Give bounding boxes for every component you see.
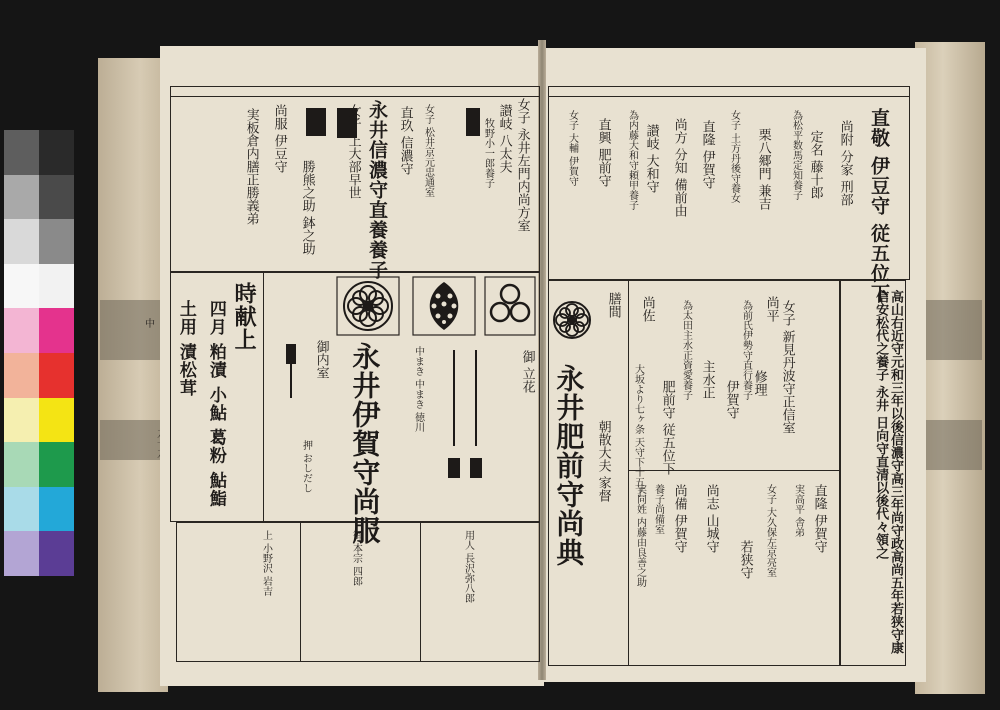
genealogy-text: 実高平 舎弟 (792, 484, 804, 538)
genealogy-text: 勝熊之助 鉢之助 (299, 160, 315, 256)
genealogy-text: 為前氏伊勢守直行養子 (740, 300, 752, 400)
color-swatch (39, 442, 74, 487)
crest-block (306, 108, 326, 136)
color-swatch (4, 219, 39, 264)
genealogy-text: 女子 大久保左京亮室 (764, 484, 776, 578)
retainer-name: 上 小野沢 岩吉 (260, 530, 272, 597)
genealogy-text: 直玖 信濃守 (397, 106, 413, 176)
color-swatch (39, 130, 74, 175)
genealogy-text: 尚方 分知 備前由 (671, 118, 687, 218)
genealogy-text: 尚附 分家 刑部 (837, 120, 853, 207)
color-swatch (4, 175, 39, 220)
genealogy-text: 肥前守 従五位下 (659, 380, 675, 476)
genealogy-heading: 永井信濃守直養養子 (365, 100, 388, 280)
divider (300, 522, 301, 662)
edge-stain (100, 300, 166, 360)
genealogy-text: 為内藤大和守頼甲養子 (626, 110, 638, 210)
distance-note: 大坂より七ヶ条 天守下十五丁 (632, 364, 644, 498)
genealogy-text: 女子 上大部早世 (345, 104, 361, 200)
room-label: 膳間 (605, 292, 621, 318)
genealogy-text: 尚佐 (639, 296, 655, 322)
genealogy-text: 為松平数馬定知養子 (790, 110, 802, 200)
genealogy-text: 栗八郷門 兼吉 (755, 128, 771, 211)
genealogy-text: 讃岐 八太夫 (496, 104, 512, 174)
fief-history-text: 高山右近守元和三年以後信濃守高三年尚守政高尚五年若狭守康信安松代之養子 永井 日向守直清以後代々領之 (873, 290, 903, 654)
three-circle-crest-icon (484, 276, 536, 336)
color-swatch (4, 531, 39, 576)
genealogy-text: 為太田主水正資愛養子 (680, 300, 692, 400)
tribute-title: 時献上 (231, 282, 258, 351)
genealogy-text: 主水正 (699, 360, 715, 399)
flower-crest-icon (550, 290, 594, 350)
genealogy-text: 直興 肥前守 (595, 118, 611, 188)
genealogy-text: 養子尚備室 (652, 484, 664, 534)
flower-crest-icon (336, 276, 400, 336)
color-swatch (39, 353, 74, 398)
divider (263, 272, 264, 522)
leaf-crest-icon (412, 276, 476, 336)
color-swatch (39, 531, 74, 576)
genealogy-text: 実板倉内膳正勝義弟 (243, 108, 259, 225)
color-swatch (4, 264, 39, 309)
color-swatch (39, 219, 74, 264)
tribute-items: 土用 漬松茸 (175, 300, 196, 397)
genealogy-text: 女子 松井京元忠通室 (422, 104, 434, 198)
divider (628, 280, 629, 666)
genealogy-text: 直隆 伊賀守 (699, 120, 715, 190)
genealogy-text: 尚平 (763, 296, 779, 322)
genealogy-text: 修理 (751, 370, 767, 396)
genealogy-text: 定名 藤十郎 (807, 130, 823, 200)
color-swatch (4, 353, 39, 398)
color-swatch (4, 442, 39, 487)
color-swatch (39, 264, 74, 309)
rank-note: 朝散大夫 家督 (595, 420, 611, 503)
regalia-label: 中まき 中まき 徳川 (412, 346, 424, 433)
genealogy-text: 尚志 山城守 (703, 484, 719, 554)
left-page-edge (98, 58, 168, 692)
color-swatch (39, 398, 74, 443)
lord-name-title: 永井肥前守尚典 (552, 364, 586, 567)
genealogy-heading: 直敬 伊豆守 従五位下 (867, 108, 890, 304)
crest-block (466, 108, 480, 136)
divider (420, 522, 421, 662)
genealogy-text: 牧野小一郎養子 (482, 118, 494, 188)
genealogy-text: 尚備 伊賀守 (671, 484, 687, 554)
color-calibration-chart (4, 130, 74, 532)
tribute-items: 四月 粕漬 小鮎 葛粉 鮎鮨 (205, 300, 226, 508)
genealogy-text: 直隆 伊賀守 (811, 484, 827, 554)
genealogy-text: 尚服 伊豆守 (271, 104, 287, 174)
left-edge-mark: 中 (142, 318, 154, 328)
color-swatch (4, 130, 39, 175)
color-swatch (4, 398, 39, 443)
retainer-name: 用人 長沢弥八郎 (462, 530, 474, 604)
color-swatch (4, 308, 39, 353)
spear-regalia-icon (446, 346, 486, 496)
genealogy-text: 女子 土方丹後守養女 (728, 110, 740, 204)
regalia-label: 御 立花 (519, 350, 535, 394)
genealogy-text: 女子 永井左門内尚方室 (514, 98, 530, 233)
spear-regalia-icon (276, 340, 306, 400)
wife-title: 御内室 (313, 340, 329, 379)
color-swatch (39, 308, 74, 353)
regalia-label: 押 おしだし (300, 440, 312, 494)
genealogy-text: 実同姓 内藤由良善之助 (634, 484, 646, 588)
genealogy-text: 若狭守 (737, 540, 753, 579)
retainer-name: 御 本宗 四郎 (350, 530, 362, 587)
divider (548, 96, 910, 97)
divider (170, 96, 540, 97)
genealogy-text: 讃岐 大和守 (643, 124, 659, 194)
edge-stain (918, 300, 982, 360)
genealogy-text: 伊賀守 (723, 380, 739, 419)
color-swatch (4, 487, 39, 532)
edge-stain (918, 420, 982, 470)
genealogy-text: 女子 新見丹波守正信室 (779, 300, 795, 435)
color-swatch (39, 175, 74, 220)
lord-name-title: 永井伊賀守尚服 (348, 342, 382, 545)
genealogy-text: 女子 大輔 伊賀守 (566, 110, 578, 187)
color-swatch (39, 487, 74, 532)
